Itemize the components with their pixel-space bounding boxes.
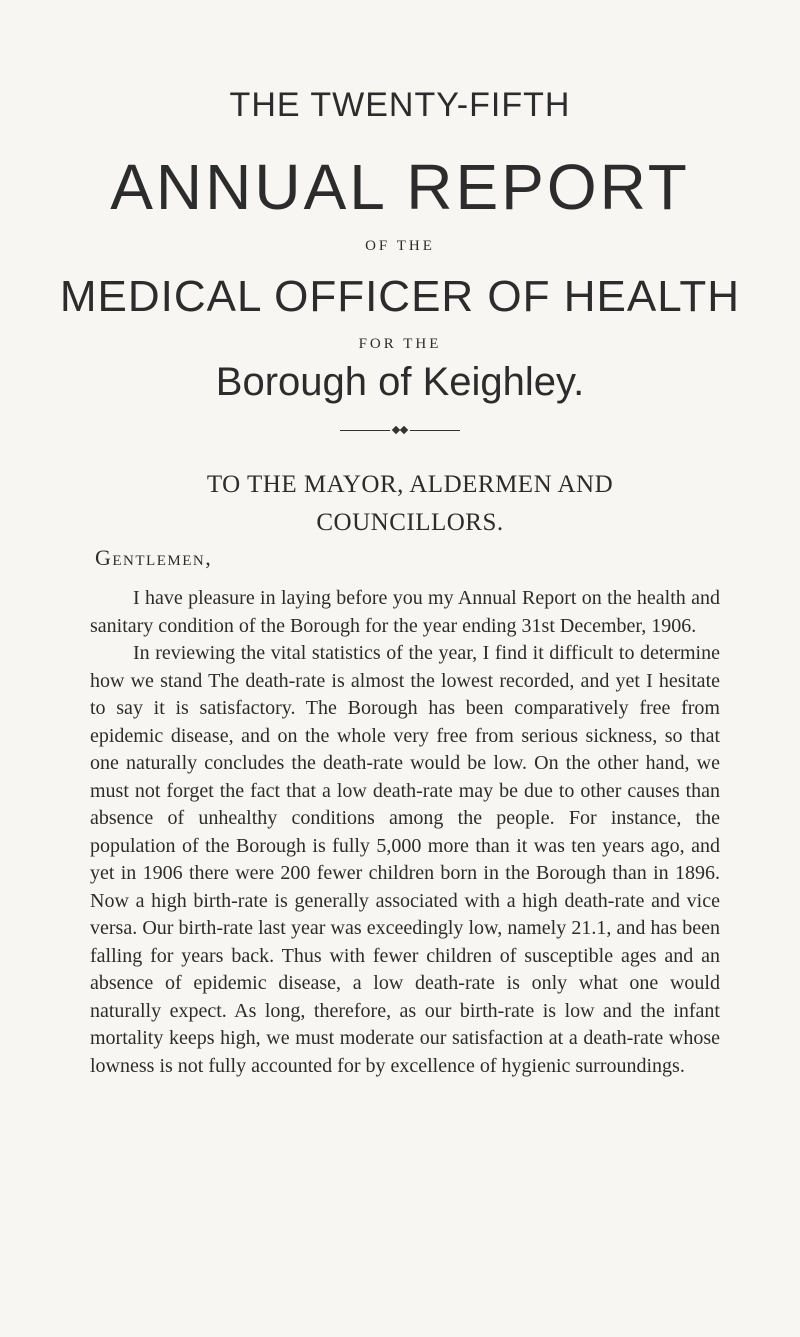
divider-rule-left [340,430,390,431]
title-medical-officer: MEDICAL OFFICER OF HEALTH [59,272,741,321]
address-line-1: TO THE MAYOR, ALDERMEN AND [206,471,614,498]
ornament-divider [340,426,460,436]
title-borough: Borough of Keighley. [215,360,585,404]
report-body [90,585,720,1080]
title-twenty-fifth: THE TWENTY-FIFTH [229,86,571,124]
salutation: Gentlemen, [95,545,213,570]
paragraph-1: I have pleasure in laying before you my Annual Report on the health and sanitary condition of the Borough for the year ending 31st December, 1906. [90,587,720,637]
diamond-icon [400,426,408,434]
title-for-the: FOR THE [358,336,442,352]
title-of-the: OF THE [365,238,435,254]
divider-rule-right [410,430,460,431]
address-line-2: COUNCILLORS. [316,509,504,536]
address-block [110,466,710,542]
title-annual-report: ANNUAL REPORT [110,151,690,223]
paragraph-2: In reviewing the vital statistics of the year, I find it difficult to determine how we stand The death-rate is almost the lowest recorded, and yet I hesitate to say it is satisfactory. The Borough has been comparatively free from epidemic disease, and on the whole very free from serious sickness, so that one naturally concludes the death-rate would be low. On the other hand, we must not forget the fact that a low death-rate may be due to other causes than absence of unhealthy conditions among the people. For instance, the population of the Borough is fully 5,000 more than it was ten years ago, and yet in 1906 there were 200 fewer children born in the Borough than in 1896. Now a high birth-rate is generally associated with a high death-rate and vice versa. Our birth-rate last year was exceedingly low, namely 21.1, and has been falling for years back. Thus with fewer children of susceptible ages and an absence of epidemic disease, a low death-rate is only what one would naturally expect. As long, therefore, as our birth-rate is low and the infant mortality keeps high, we must moderate our satisfaction at a death-rate whose lowness is not fully accounted for by excellence of hygienic surroundings. [90,642,720,1077]
